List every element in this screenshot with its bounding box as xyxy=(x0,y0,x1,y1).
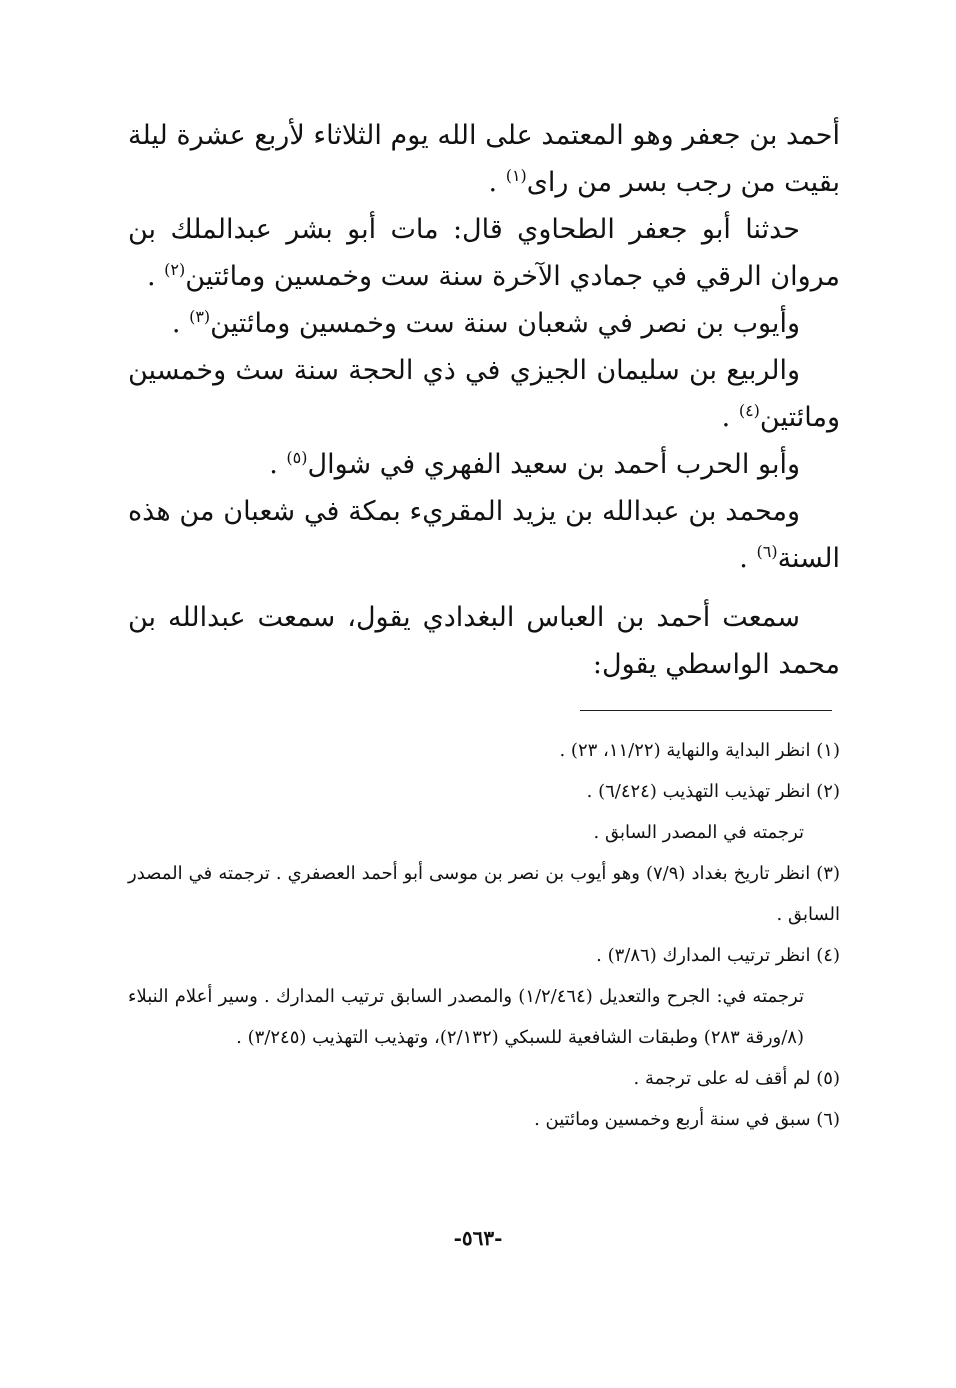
main-text-body xyxy=(128,112,840,688)
footnote-ref-4: (٤) xyxy=(738,401,760,420)
footnote-4-continuation: ترجمته في: الجرح والتعديل (١/٢/٤٦٤) والمصدر السابق ترتيب المدارك . وسير أعلام النبلاء (٨/ورقة ٢٨٣) وطبقات الشافعية للسبكي (٢/١٣٢)، وتهذيب التهذيب (٣/٢٤٥) . xyxy=(128,986,804,1048)
footnote-2: (٢) انظر تهذيب التهذيب (٦/٤٢٤) . xyxy=(586,781,840,802)
paragraph-5 xyxy=(128,441,840,488)
paragraph-4-text: والربيع بن سليمان الجيزي في ذي الحجة سنة سث وخمسين ومائتين xyxy=(128,355,840,433)
footnote-1: (١) انظر البداية والنهاية (١١/٢٢، ٢٣) . xyxy=(559,740,840,761)
paragraph-1 xyxy=(128,112,840,206)
paragraph-2-end: . xyxy=(146,261,165,292)
footnote-6: (٦) سبق في سنة أربع وخمسين ومائتين . xyxy=(534,1109,840,1130)
paragraph-7-text: سمعت أحمد بن العباس البغدادي يقول، سمعت عبدالله بن محمد الواسطي يقول: xyxy=(128,602,840,680)
paragraph-4-end: . xyxy=(721,402,739,433)
footnote-ref-2: (٢) xyxy=(164,260,186,279)
footnote-ref-3: (٣) xyxy=(189,307,211,326)
paragraph-6 xyxy=(128,488,840,582)
paragraph-1-end: . xyxy=(488,167,506,198)
footnote-ref-5: (٥) xyxy=(286,448,308,467)
footnote-5: (٥) لم أقف له على ترجمة . xyxy=(633,1068,840,1089)
paragraph-3 xyxy=(128,300,840,347)
paragraph-2-text: حدثنا أبو جعفر الطحاوي قال: مات أبو بشر عبدالملك بن مروان الرقي في جمادي الآخرة سنة ست وخمسين ومائتين xyxy=(128,214,840,292)
paragraph-3-end: . xyxy=(171,308,190,339)
paragraph-7 xyxy=(128,594,840,688)
paragraph-2 xyxy=(128,206,840,300)
paragraph-6-text: ومحمد بن عبدالله بن يزيد المقريء بمكة في شعبان من هذه السنة xyxy=(128,496,840,574)
paragraph-6-end: . xyxy=(739,543,757,574)
paragraph-5-text: وأبو الحرب أحمد بن سعيد الفهري في شوال xyxy=(307,449,800,480)
footnotes-section xyxy=(128,730,840,1140)
footnote-3: (٣) انظر تاريخ بغداد (٧/٩) وهو أيوب بن نصر بن موسى أبو أحمد العصفري . ترجمته في المصدر السابق . xyxy=(128,863,840,925)
footnote-4: (٤) انظر ترتيب المدارك (٣/٨٦) . xyxy=(596,945,840,966)
paragraph-3-text: وأيوب بن نصر في شعبان سنة ست وخمسين ومائتين xyxy=(210,308,800,339)
footnote-ref-6: (٦) xyxy=(756,542,778,561)
paragraph-1-text: أحمد بن جعفر وهو المعتمد على الله يوم الثلاثاء لأربع عشرة ليلة بقيت من رجب بسر من راى xyxy=(128,120,840,198)
footnote-2-continuation: ترجمته في المصدر السابق . xyxy=(593,822,804,843)
footnote-divider xyxy=(580,710,832,711)
paragraph-4 xyxy=(128,347,840,441)
page-number: -٥٦٣- xyxy=(453,1226,503,1250)
footnote-ref-1: (١) xyxy=(505,166,527,185)
paragraph-5-end: . xyxy=(269,449,287,480)
